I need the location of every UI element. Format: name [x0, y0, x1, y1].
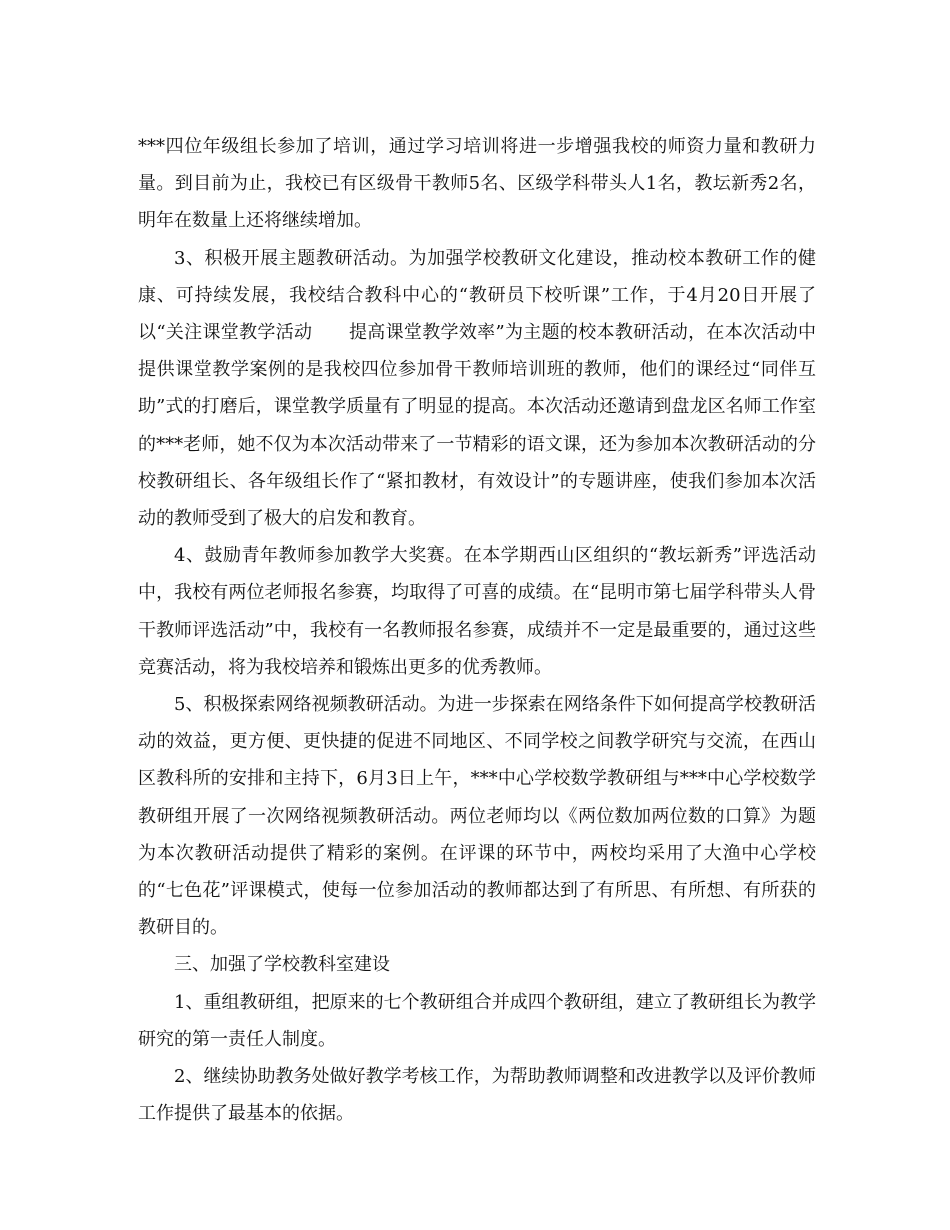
paragraph-network-video-research: 5、积极探索网络视频教研活动。为进一步探索在网络条件下如何提高学校教研活动的效益，更方便、更快捷的促进不同地区、不同学校之间教学研究与交流，在西山区教科所的安排和主持下，6月3日上午，***中心学校数学教研组与***中心学校数学教研组开展了一次网络视频教研活动。两位老师均以《两位数加两位数的口算》为题为本次教研活动提供了精彩的案例。在评课的环节中，两校均采用了大渔中心学校的“七色花”评课模式，使每一位参加活动的教师都达到了有所思、有所想、有所获的教研目的。: [138, 694, 816, 939]
paragraph-teaching-assessment: 2、继续协助教务处做好教学考核工作，为帮助教师调整和改进教学以及评价教师工作提供了最基本的依据。: [138, 1066, 816, 1125]
paragraph-teacher-training: ***四位年级组长参加了培训，通过学习培训将进一步增强我校的师资力量和教研力量。到目前为止，我校已有区级骨干教师5名、区级学科带头人1名，教坛新秀2名，明年在数量上还将继续增加。: [138, 136, 816, 232]
paragraph-regroup-research-groups: 1、重组教研组，把原来的七个教研组合并成四个教研组，建立了教研组长为教学研究的第一责任人制度。: [138, 991, 816, 1050]
section-heading-research-office: 三、加强了学校教科室建设: [174, 954, 390, 976]
paragraph-theme-research: 3、积极开展主题教研活动。为加强学校教研文化建设，推动校本教研工作的健康、可持续发展，我校结合教科中心的“教研员下校听课”工作，于4月20日开展了以“关注课堂教学活动 提高课堂教学效率”为主题的校本教研活动，在本次活动中提供课堂教学案例的是我校四位参加骨干教师培训班的教师，他们的课经过“同伴互助”式的打磨后，课堂教学质量有了明显的提高。本次活动还邀请到盘龙区名师工作室的***老师，她不仅为本次活动带来了一节精彩的语文课，还为参加本次教研活动的分校教研组长、各年级组长作了“紧扣教材，有效设计”的专题讲座，使我们参加本次活动的教师受到了极大的启发和教育。: [138, 247, 816, 530]
document-body: [138, 128, 816, 1132]
paragraph-young-teacher-contest: 4、鼓励青年教师参加教学大奖赛。在本学期西山区组织的“教坛新秀”评选活动中，我校有两位老师报名参赛，均取得了可喜的成绩。在“昆明市第七届学科带头人骨干教师评选活动”中，我校有一名教师报名参赛，成绩并不一定是最重要的，通过这些竞赛活动，将为我校培养和锻炼出更多的优秀教师。: [138, 545, 816, 678]
